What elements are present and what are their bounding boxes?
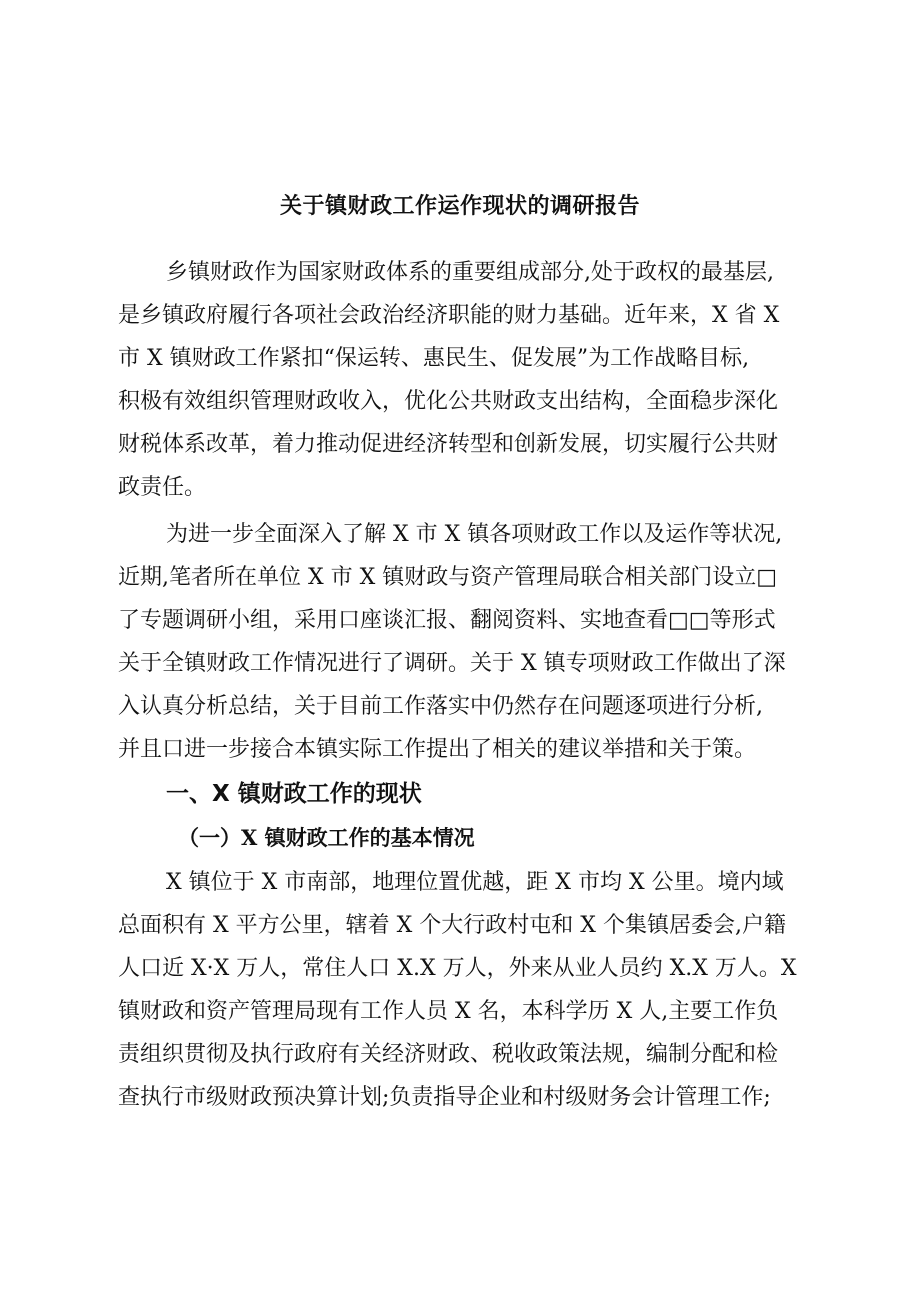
paragraph-1-line-6: 政责任。 <box>118 475 207 500</box>
paragraph-1-line-1: 乡镇财政作为国家财政体系的重要组成部分,处于政权的最基层, <box>166 260 774 285</box>
paragraph-1-line-5: 财税体系改革，着力推动促进经济转型和创新发展，切实履行公共财 <box>118 432 779 457</box>
paragraph-3-line-5: 责组织贯彻及执行政府有关经济财政、税收政策法规，编制分配和检 <box>118 1042 779 1067</box>
paragraph-3-line-3: 人口近 X·X 万人，常住人口 X.X 万人，外来从业人员约 X.X 万人。X <box>118 956 797 981</box>
subsection-heading: （一）X 镇财政工作的基本情况 <box>178 825 475 850</box>
paragraph-3-line-6: 查执行市级财政预决算计划;负责指导企业和村级财务会计管理工作; <box>118 1085 771 1110</box>
paragraph-1-line-3: 市 X 镇财政工作紧扣“保运转、惠民生、促发展”为工作战略目标, <box>118 346 750 371</box>
paragraph-2-line-5: 入认真分析总结，关于目前工作落实中仍然存在问题逐项进行分析, <box>118 694 763 719</box>
document-title: 关于镇财政工作运作现状的调研报告 <box>279 194 640 219</box>
paragraph-3-line-1: X 镇位于 X 市南部，地理位置优越，距 X 市均 X 公里。境内域 <box>166 870 784 895</box>
paragraph-3-line-2: 总面积有 X 平方公里，辖着 X 个大行政村屯和 X 个集镇居委会,户籍 <box>118 913 786 938</box>
paragraph-1-line-2: 是乡镇政府履行各项社会政治经济职能的财力基础。近年来，X 省 X <box>118 303 780 328</box>
paragraph-1-line-4: 积极有效组织管理财政收入，优化公共财政支出结构，全面稳步深化 <box>118 389 779 414</box>
paragraph-2-line-3: 了专题调研小组，采用口座谈汇报、翻阅资料、实地查看□□等形式 <box>118 608 776 633</box>
paragraph-2-line-6: 并且口进一步接合本镇实际工作提出了相关的建议举措和关于策。 <box>118 737 757 762</box>
paragraph-2-line-4: 关于全镇财政工作情况进行了调研。关于 X 镇专项财政工作做出了深 <box>118 651 786 676</box>
paragraph-2-line-2: 近期,笔者所在单位 X 市 X 镇财政与资产管理局联合相关部门设立□ <box>118 565 778 590</box>
paragraph-2-line-1: 为进一步全面深入了解 X 市 X 镇各项财政工作以及运作等状况, <box>166 522 783 547</box>
paragraph-3-line-4: 镇财政和资产管理局现有工作人员 X 名，本科学历 X 人,主要工作负 <box>118 999 779 1024</box>
section-heading: 一、X 镇财政工作的现状 <box>166 781 422 807</box>
